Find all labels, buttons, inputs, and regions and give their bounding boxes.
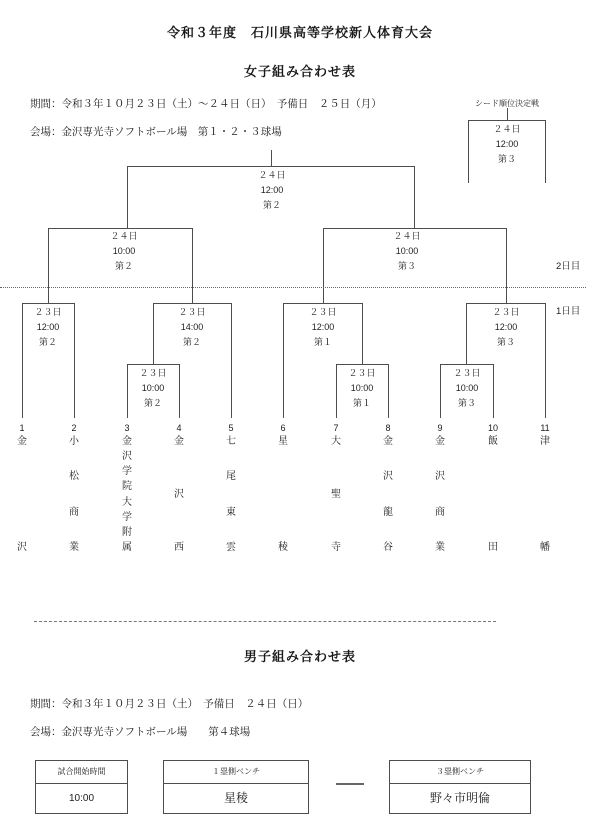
- team-name: 大 聖 寺: [331, 436, 341, 553]
- team-number: 10: [487, 423, 498, 433]
- match-date: ２４日: [110, 231, 138, 241]
- bracket-line: [545, 120, 546, 183]
- match-time: 10:00: [141, 383, 165, 393]
- team-name: 飯 田: [488, 436, 498, 553]
- match-date: ２３日: [34, 307, 62, 317]
- team-name: 津 幡: [540, 436, 550, 553]
- bracket-line: [468, 120, 469, 183]
- match-time: 10:00: [350, 383, 374, 393]
- team-column: [54, 420, 94, 553]
- bracket-line: [440, 364, 494, 365]
- bracket-line: [127, 166, 415, 167]
- match-time: 12:00: [36, 322, 60, 332]
- match-date: ２４日: [393, 231, 421, 241]
- section-separator-line: [34, 621, 496, 622]
- match-round1-e: [332, 366, 392, 411]
- team-column: [263, 420, 303, 553]
- bracket-line: [468, 120, 545, 121]
- match-field: 第２: [38, 337, 57, 347]
- bench3-table: [389, 760, 531, 814]
- team-name: 金 沢 龍 谷: [383, 436, 393, 553]
- match-final: [242, 168, 302, 213]
- match-field: 第３: [497, 154, 516, 164]
- match-seed-playoff: [477, 122, 537, 167]
- match-round1-d: [293, 305, 353, 350]
- bracket-line: [153, 303, 154, 364]
- table-value: 野々市明倫: [429, 791, 490, 805]
- team-name: 金 沢: [17, 436, 27, 553]
- table-value: 10:00: [68, 793, 95, 804]
- team-number: 1: [19, 423, 25, 433]
- day-label-2: 2日目: [556, 261, 581, 272]
- match-field: 第３: [496, 337, 515, 347]
- team-column: [525, 420, 565, 553]
- bracket-line: [153, 303, 231, 304]
- table-header: 試合開始時間: [36, 761, 127, 784]
- team-name: 金 沢 学 院 大 学 附 属: [122, 436, 132, 553]
- match-round1-f: [476, 305, 536, 350]
- match-time: 10:00: [112, 246, 136, 256]
- bracket-line: [283, 303, 362, 304]
- team-number: 6: [280, 423, 286, 433]
- match-date: ２３日: [309, 307, 337, 317]
- men-section-title: 男子組み合わせ表: [243, 649, 356, 664]
- team-column: [107, 420, 147, 553]
- team-number: 9: [437, 423, 443, 433]
- match-date: ２３日: [178, 307, 206, 317]
- women-section-title: 女子組み合わせ表: [243, 64, 356, 79]
- bracket-line: [362, 303, 363, 364]
- team-name: 小 松 商 業: [69, 436, 79, 553]
- match-field: 第２: [182, 337, 201, 347]
- match-date: ２４日: [493, 124, 521, 134]
- start-time-table: [35, 760, 128, 814]
- bracket-line: [127, 166, 128, 228]
- match-time: 12:00: [495, 139, 519, 149]
- team-column: [368, 420, 408, 553]
- women-period: 期間：令和３年１０月２３日（土）～２４日（日） 予備日 ２５日（月）: [30, 98, 382, 110]
- team-column: [211, 420, 251, 553]
- team-number: 7: [333, 423, 339, 433]
- match-time: 10:00: [455, 383, 479, 393]
- page-title: 令和３年度 石川県高等学校新人体育大会: [166, 25, 433, 40]
- match-round1-b: [162, 305, 222, 350]
- team-number: 2: [71, 423, 77, 433]
- bracket-line: [271, 150, 272, 166]
- table-header: １塁側ベンチ: [164, 761, 308, 784]
- team-name: 金 沢 西: [174, 436, 184, 553]
- team-number: 3: [124, 423, 130, 433]
- bracket-line: [48, 228, 49, 303]
- team-column: [473, 420, 513, 553]
- match-field: 第３: [457, 398, 476, 408]
- match-field: 第２: [143, 398, 162, 408]
- match-field: 第２: [262, 200, 281, 210]
- match-round1-c: [123, 366, 183, 411]
- women-venue: 会場：金沢専光寺ソフトボール場 第１・２・３球場: [30, 126, 282, 138]
- match-date: ２３日: [492, 307, 520, 317]
- bracket-line: [192, 228, 193, 303]
- bracket-line: [127, 364, 179, 365]
- team-name: 金 沢 商 業: [435, 436, 445, 553]
- bracket-line: [231, 303, 232, 418]
- team-number: 8: [385, 423, 391, 433]
- match-field: 第３: [397, 261, 416, 271]
- team-name: 七 尾 東 雲: [226, 436, 236, 553]
- match-time: 12:00: [260, 185, 284, 195]
- match-field: 第１: [352, 398, 371, 408]
- team-number: 5: [228, 423, 234, 433]
- table-value: 星稜: [223, 791, 248, 805]
- match-date: ２３日: [348, 368, 376, 378]
- team-name: 星 稜: [278, 436, 288, 553]
- team-column: [2, 420, 42, 553]
- match-time: 14:00: [180, 322, 204, 332]
- bracket-line: [414, 166, 415, 228]
- bracket-line: [466, 303, 546, 304]
- match-round1-g: [437, 366, 497, 411]
- team-column: [420, 420, 460, 553]
- match-date: ２３日: [139, 368, 167, 378]
- match-time: 10:00: [395, 246, 419, 256]
- team-column: [316, 420, 356, 553]
- day-divider-line: [0, 287, 586, 288]
- day-label-1: 1日目: [556, 306, 581, 317]
- bracket-line: [507, 108, 508, 120]
- bracket-line: [466, 303, 467, 364]
- match-date: ２４日: [258, 170, 286, 180]
- bracket-line: [22, 303, 74, 304]
- bench1-table: [163, 760, 309, 814]
- bracket-line: [506, 228, 507, 303]
- bracket-line: [545, 303, 546, 418]
- team-number: 4: [176, 423, 182, 433]
- match-semifinal-left: [94, 229, 154, 274]
- match-field: 第２: [114, 261, 133, 271]
- bracket-line: [283, 303, 284, 418]
- match-semifinal-right: [377, 229, 437, 274]
- match-field: 第１: [313, 337, 332, 347]
- table-header: ３塁側ベンチ: [390, 761, 530, 784]
- bracket-line: [336, 364, 389, 365]
- team-number: 11: [540, 423, 550, 433]
- team-column: [159, 420, 199, 553]
- vs-dash: [336, 783, 364, 785]
- seed-playoff-label: シード順位決定戦: [475, 99, 539, 108]
- men-period: 期間：令和３年１０月２３日（土） 予備日 ２４日（日）: [30, 698, 309, 710]
- match-time: 12:00: [311, 322, 335, 332]
- match-date: ２３日: [453, 368, 481, 378]
- bracket-line: [323, 228, 324, 303]
- men-venue: 会場：金沢専光寺ソフトボール場 第４球場: [30, 726, 251, 738]
- match-round1-a: [18, 305, 78, 350]
- match-time: 12:00: [494, 322, 518, 332]
